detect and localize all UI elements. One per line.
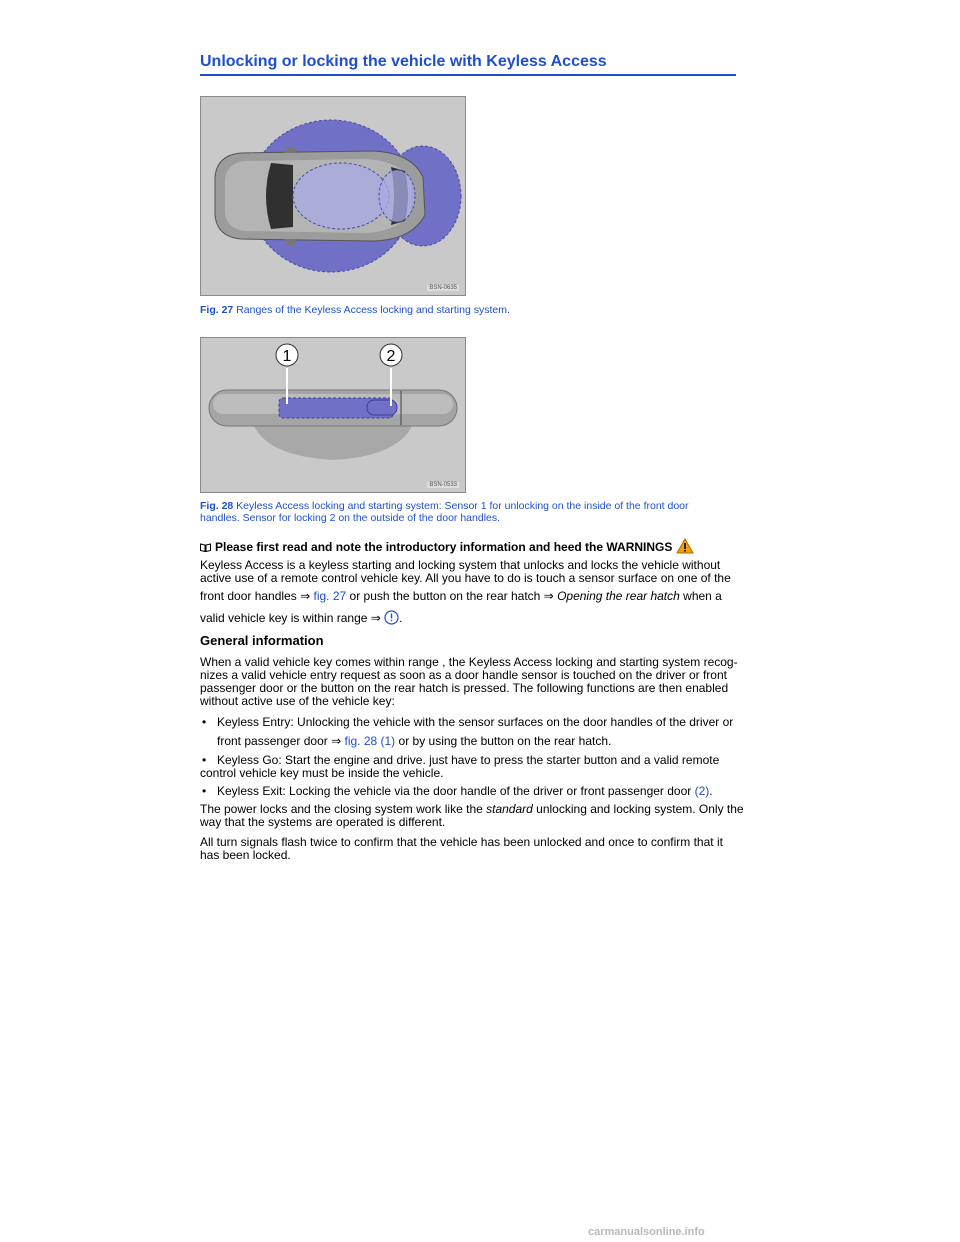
bullet-dot: • [202,715,207,729]
list-item-keyless-go: • Keyless Go: Start the engine and drive. just have to press the starter button and a valid remote control vehicle key must be inside the vehicle. [200,753,720,780]
notice-icon[interactable] [384,610,399,625]
paragraph-power-locks: The power locks and the closing system work like the standard unlocking and locking system. Only the way that the systems are operated is different. [200,802,744,829]
section-heading-general-information: General information [200,633,324,648]
door-handle-illustration [201,338,465,492]
list-item-keyless-entry: • Keyless Entry: Unlocking the vehicle with the sensor surfaces on the door handles of the driver or [202,715,734,729]
arrow-glyph: ⇒ [331,734,342,748]
link-sensor-2[interactable]: (2) [694,784,710,798]
list-item-keyless-exit: • Keyless Exit: Locking the vehicle via the door handle of the driver or front passenger door (2). [202,784,713,798]
bullet-dot: • [202,784,207,798]
link-fig-28-1[interactable]: fig. 28 (1) [344,734,396,748]
paragraph-turn-signals: All turn signals flash twice to confirm that the vehicle has been unlocked and once to confirm that it has been locked. [200,835,723,862]
arrow-glyph: ⇒ [543,589,554,603]
figure-code: BSN-0635 [429,285,457,291]
paragraph-keyless-intro: Keyless Access is a keyless starting and locking system that unlocks and locks the vehicle without active use of a remote control vehicle key. All you have to do is touch a sensor surface on one of the [200,558,731,585]
figure-door-handle-sensors [200,337,466,493]
paragraph-line: valid vehicle key is within range ⇒ . [200,611,403,625]
intro-heading-text: Please first read and note the introductory information and heed the WARNINGS [215,540,673,554]
arrow-glyph: ⇒ [300,589,311,603]
watermark-text: carmanualsonline.info [588,1226,705,1238]
caption-text: Keyless Access locking and starting system: Sensor 1 for unlocking on the inside of the front door [233,500,689,512]
caption-text: Ranges of the Keyless Access locking and starting system. [233,304,510,316]
arrow-glyph: ⇒ [370,611,381,625]
figure-caption-28 [200,500,740,524]
book-icon [200,543,211,552]
bullet-dot: • [202,753,207,767]
figure-label: Fig. 28 [200,500,234,512]
car-top-view-illustration [201,97,465,295]
marker-1: 1 [282,348,292,365]
figure-label: Fig. 27 [200,304,234,316]
paragraph-general-information: When a valid vehicle key comes within range , the Keyless Access locking and starting system recog- nizes a valid vehicle entry request as soon as a door handle sensor is touched on the driver or front passenger door or the button on the rear hatch is pressed. The following functions are then enabled without active use of the vehicle key: [200,655,738,708]
figure-code: BSN-0533 [429,482,457,488]
intro-heading [200,538,745,554]
paragraph-line: front door handles ⇒ fig. 27 or push the button on the rear hatch ⇒ Opening the rear hatch when a [200,589,722,603]
list-item-keyless-entry-cont: front passenger door ⇒ fig. 28 (1) or by using the button on the rear hatch. [217,734,612,748]
link-opening-rear-hatch[interactable]: Opening the rear hatch [557,589,680,603]
caption-text: handles. Sensor for locking 2 on the outside of the door handles. [200,512,501,524]
figure-keyless-ranges [200,96,466,296]
page-title: Unlocking or locking the vehicle with Keyless Access [200,53,736,76]
marker-2: 2 [386,348,396,365]
figure-caption-27 [200,304,740,316]
link-fig-27[interactable]: fig. 27 [313,589,347,603]
warning-icon[interactable] [676,538,694,554]
